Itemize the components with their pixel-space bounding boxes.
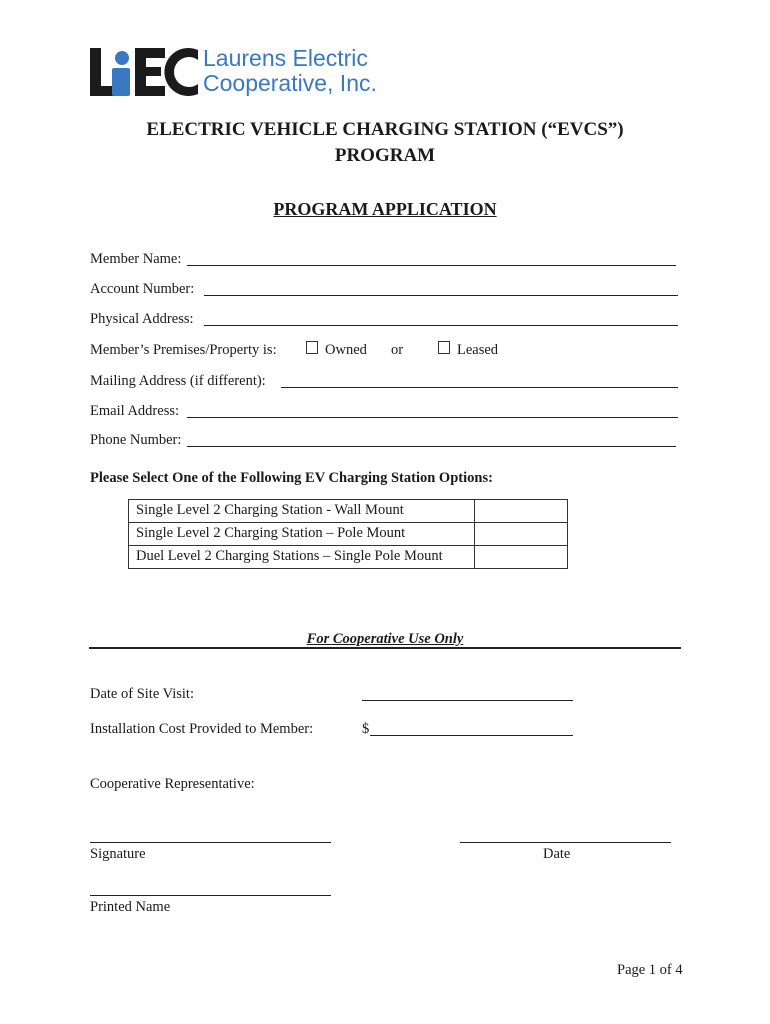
cooperative-use-heading-text: For Cooperative Use Only xyxy=(306,631,464,647)
option-select-cell[interactable] xyxy=(475,546,568,569)
account-number-label: Account Number: xyxy=(90,281,195,297)
phone-number-field[interactable] xyxy=(187,446,676,447)
option-select-cell[interactable] xyxy=(475,523,568,546)
premises-label: Member’s Premises/Property is: xyxy=(90,342,277,358)
phone-number-label: Phone Number: xyxy=(90,432,182,448)
leased-label: Leased xyxy=(457,342,499,358)
site-visit-field[interactable] xyxy=(362,700,573,701)
member-name-field[interactable] xyxy=(187,265,676,266)
signature-line[interactable] xyxy=(90,842,331,843)
option-row xyxy=(129,523,568,546)
options-heading: Please Select One of the Following EV Charging Station Options: xyxy=(90,470,493,486)
currency-symbol: $ xyxy=(362,721,370,737)
date-label: Date xyxy=(543,846,571,862)
leased-checkbox[interactable] xyxy=(438,341,450,354)
option-label: Duel Level 2 Charging Stations – Single Pole Mount xyxy=(129,546,475,569)
email-address-field[interactable] xyxy=(187,417,678,418)
company-name-line2: Cooperative, Inc. xyxy=(203,70,377,96)
page-number: Page 1 of 4 xyxy=(617,962,683,978)
option-label: Single Level 2 Charging Station - Wall Mount xyxy=(129,500,475,523)
install-cost-label: Installation Cost Provided to Member: xyxy=(90,721,314,737)
cooperative-use-heading xyxy=(0,631,770,648)
install-cost-field[interactable] xyxy=(370,735,573,736)
mailing-address-field[interactable] xyxy=(281,387,678,388)
title-line2: PROGRAM xyxy=(334,145,436,166)
application-heading: PROGRAM APPLICATION xyxy=(273,199,497,219)
physical-address-field[interactable] xyxy=(204,325,678,326)
owned-label: Owned xyxy=(325,342,367,358)
account-number-field[interactable] xyxy=(204,295,678,296)
option-row xyxy=(129,500,568,523)
owned-checkbox[interactable] xyxy=(306,341,318,354)
company-name xyxy=(203,46,377,96)
company-name-line1: Laurens Electric xyxy=(203,45,368,71)
title-line1: ELECTRIC VEHICLE CHARGING STATION (“EVCS”) xyxy=(146,119,624,140)
site-visit-label: Date of Site Visit: xyxy=(90,686,194,702)
signature-label: Signature xyxy=(90,846,146,862)
charging-options-table xyxy=(128,499,568,569)
printed-name-line[interactable] xyxy=(90,895,331,896)
cooperative-representative-label: Cooperative Representative: xyxy=(90,776,255,792)
option-label: Single Level 2 Charging Station – Pole Mount xyxy=(129,523,475,546)
printed-name-label: Printed Name xyxy=(90,899,171,915)
option-select-cell[interactable] xyxy=(475,500,568,523)
option-row xyxy=(129,546,568,569)
mailing-address-label: Mailing Address (if different): xyxy=(90,373,266,389)
or-label: or xyxy=(391,342,404,358)
physical-address-label: Physical Address: xyxy=(90,311,194,327)
date-line[interactable] xyxy=(460,842,671,843)
section-divider xyxy=(89,647,681,649)
member-name-label: Member Name: xyxy=(90,251,182,267)
email-address-label: Email Address: xyxy=(90,403,180,419)
document-title xyxy=(0,117,770,169)
